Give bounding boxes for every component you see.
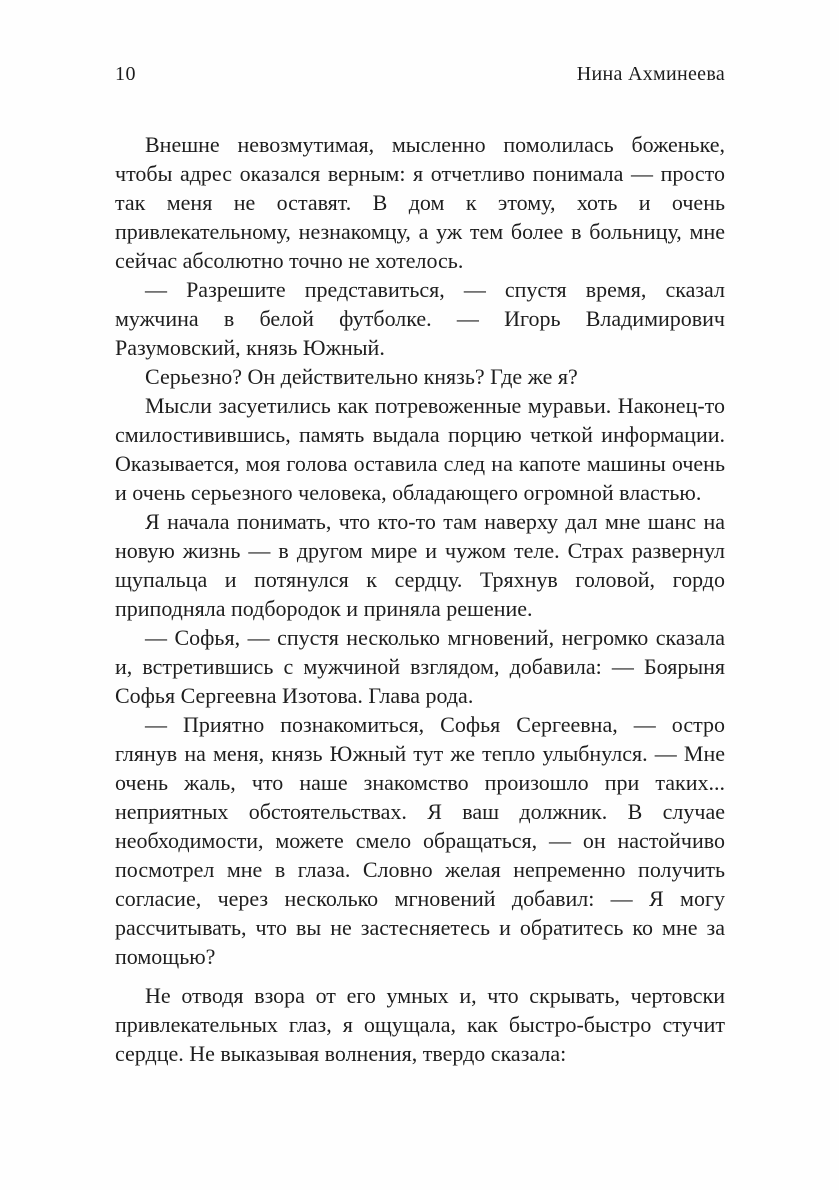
- paragraph: Не отводя взора от его умных и, что скрывать, чертовски привлекательных глаз, я ощущала, как быстро-быстро стучит сердце. Не выказывая волнения, твердо сказала:: [115, 983, 725, 1066]
- page-header: [115, 62, 725, 86]
- paragraph: — Приятно познакомиться, Софья Сергеевна, — остро глянув на меня, князь Южный тут же тепло улыбнулся. — Мне очень жаль, что наше знакомство произошло при таких... неприятных обстоятельствах. Я ваш должник. В случае необходимости, можете смело обращаться, — он настойчиво посмотрел мне в глаза. Словно желая непременно получить согласие, через несколько мгновений добавил: — Я могу рассчитывать, что вы не застесняетесь и обратитесь ко мне за помощью?: [115, 712, 725, 969]
- page-body: [115, 130, 725, 1068]
- paragraph: — Разрешите представиться, — спустя время, сказал мужчина в белой футболке. — Игорь Владимирович Разумовский, князь Южный.: [115, 277, 725, 360]
- page-number: 10: [115, 63, 136, 85]
- paragraph: Внешне невозмутимая, мысленно помолилась боженьке, чтобы адрес оказался верным: я отчетливо понимала — просто так меня не оставят. В дом к этому, хоть и очень привлекательному, незнакомцу, а уж тем более в больницу, мне сейчас абсолютно точно не хотелось.: [115, 132, 725, 273]
- running-header-author: Нина Ахминеева: [576, 63, 725, 85]
- paragraph: — Софья, — спустя несколько мгновений, негромко сказала и, встретившись с мужчиной взглядом, добавила: — Боярыня Софья Сергеевна Изотова. Глава рода.: [115, 625, 725, 708]
- paragraph: Серьезно? Он действительно князь? Где же я?: [145, 364, 578, 389]
- paragraph: Я начала понимать, что кто-то там наверху дал мне шанс на новую жизнь — в другом мире и чужом теле. Страх развернул щупальца и потянулся к сердцу. Тряхнув головой, гордо приподняла подбородок и приняла решение.: [115, 509, 725, 621]
- paragraph: Мысли засуетились как потревоженные муравьи. Наконец-то смилостивившись, память выдала порцию четкой информации. Оказывается, моя голова оставила след на капоте машины очень и очень серьезного человека, обладающего огромной властью.: [115, 393, 725, 505]
